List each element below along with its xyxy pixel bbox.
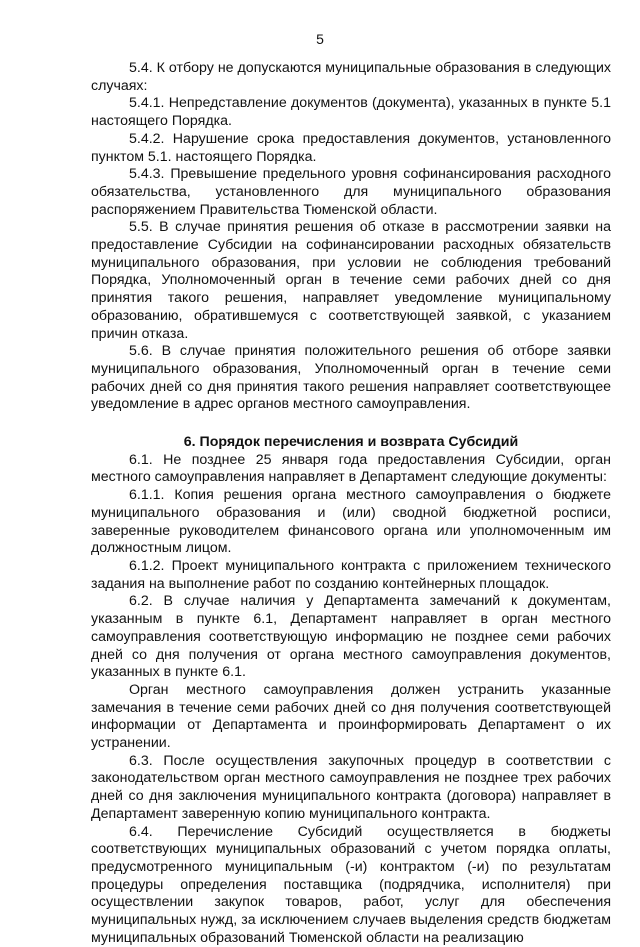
paragraph-6-1-2: 6.1.2. Проект муниципального контракта с приложением технического задания на выполнение работ по созданию контейнерных площадок. [91, 557, 611, 592]
page-number: 5 [316, 31, 324, 47]
paragraph-6-2-remediation: Орган местного самоуправления должен устранить указанные замечания в течение семи рабочих дней со дня получения соответствующей информации от Департамента и проинформировать Департамент о их устранении. [91, 681, 611, 752]
paragraph-5-4: 5.4. К отбору не допускаются муниципальные образования в следующих случаях: [91, 60, 611, 94]
paragraph-5-6: 5.6. В случае принятия положительного решения об отборе заявки муниципального образования, Уполномоченный орган в течение семи рабочих дней со дня принятия такого решения направляет соответствующее уведомление в адрес органов местного самоуправления. [91, 343, 611, 413]
paragraph-6-1-1: 6.1.1. Копия решения органа местного самоуправления о бюджете муниципального образования и (или) сводной бюджетной росписи, заверенные руководителем финансового органа или уполномоченным им должностным лицом. [91, 487, 611, 557]
document-body [91, 60, 611, 947]
paragraph-5-4-2: 5.4.2. Нарушение срока предоставления документов, установленного пунктом 5.1. настоящего Порядка. [91, 130, 611, 165]
section-6-heading: 6. Порядок перечисления и возврата Субсидий [183, 434, 519, 451]
paragraph-5-4-3: 5.4.3. Превышение предельного уровня софинансирования расходного обязательства, установленного для муниципального образования распоряжением Правительства Тюменской области. [91, 166, 611, 218]
paragraph-5-5: 5.5. В случае принятия решения об отказе в рассмотрении заявки на предоставление Субсидии на софинансировании расходных обязательств муниципального образования, при условии не соблюдения требований Порядка, Уполномоченный орган в течение семи рабочих дней со дня принятия такого решения, направляет уведомление муниципальному образованию, обратившемуся с соответствующей заявкой, с указанием причин отказа. [91, 219, 611, 342]
paragraph-6-4: 6.4. Перечисление Субсидий осуществляется в бюджеты соответствующих муниципальных образований с учетом порядка оплаты, предусмотренного муниципальным (-и) контрактом (-и) по результатам процедуры определения поставщика (подрядчика, исполнителя) при осуществлении закупок товаров, работ, услуг для обеспечения муниципальных нужд, за исключением случаев выделения средств бюджетам муниципальных образований Тюменской области на реализацию [91, 823, 611, 946]
paragraph-5-4-1: 5.4.1. Непредставление документов (документа), указанных в пункте 5.1 настоящего Порядка. [91, 95, 611, 130]
paragraph-6-2: 6.2. В случае наличия у Департамента замечаний к документам, указанным в пункте 6.1, Департамент направляет в орган местного самоуправления соответствующую информацию не позднее семи рабочих дней со дня получения от органа местного самоуправления документов, указанных в пункте 6.1. [91, 593, 611, 681]
paragraph-6-1: 6.1. Не позднее 25 января года предоставления Субсидии, орган местного самоуправления направляет в Департамент следующие документы: [91, 451, 611, 486]
paragraph-6-3: 6.3. После осуществления закупочных процедур в соответствии с законодательством орган местного самоуправления не позднее трех рабочих дней со дня заключения муниципального контракта (договора) направляет в Департамент заверенную копию муниципального контракта. [91, 752, 611, 822]
